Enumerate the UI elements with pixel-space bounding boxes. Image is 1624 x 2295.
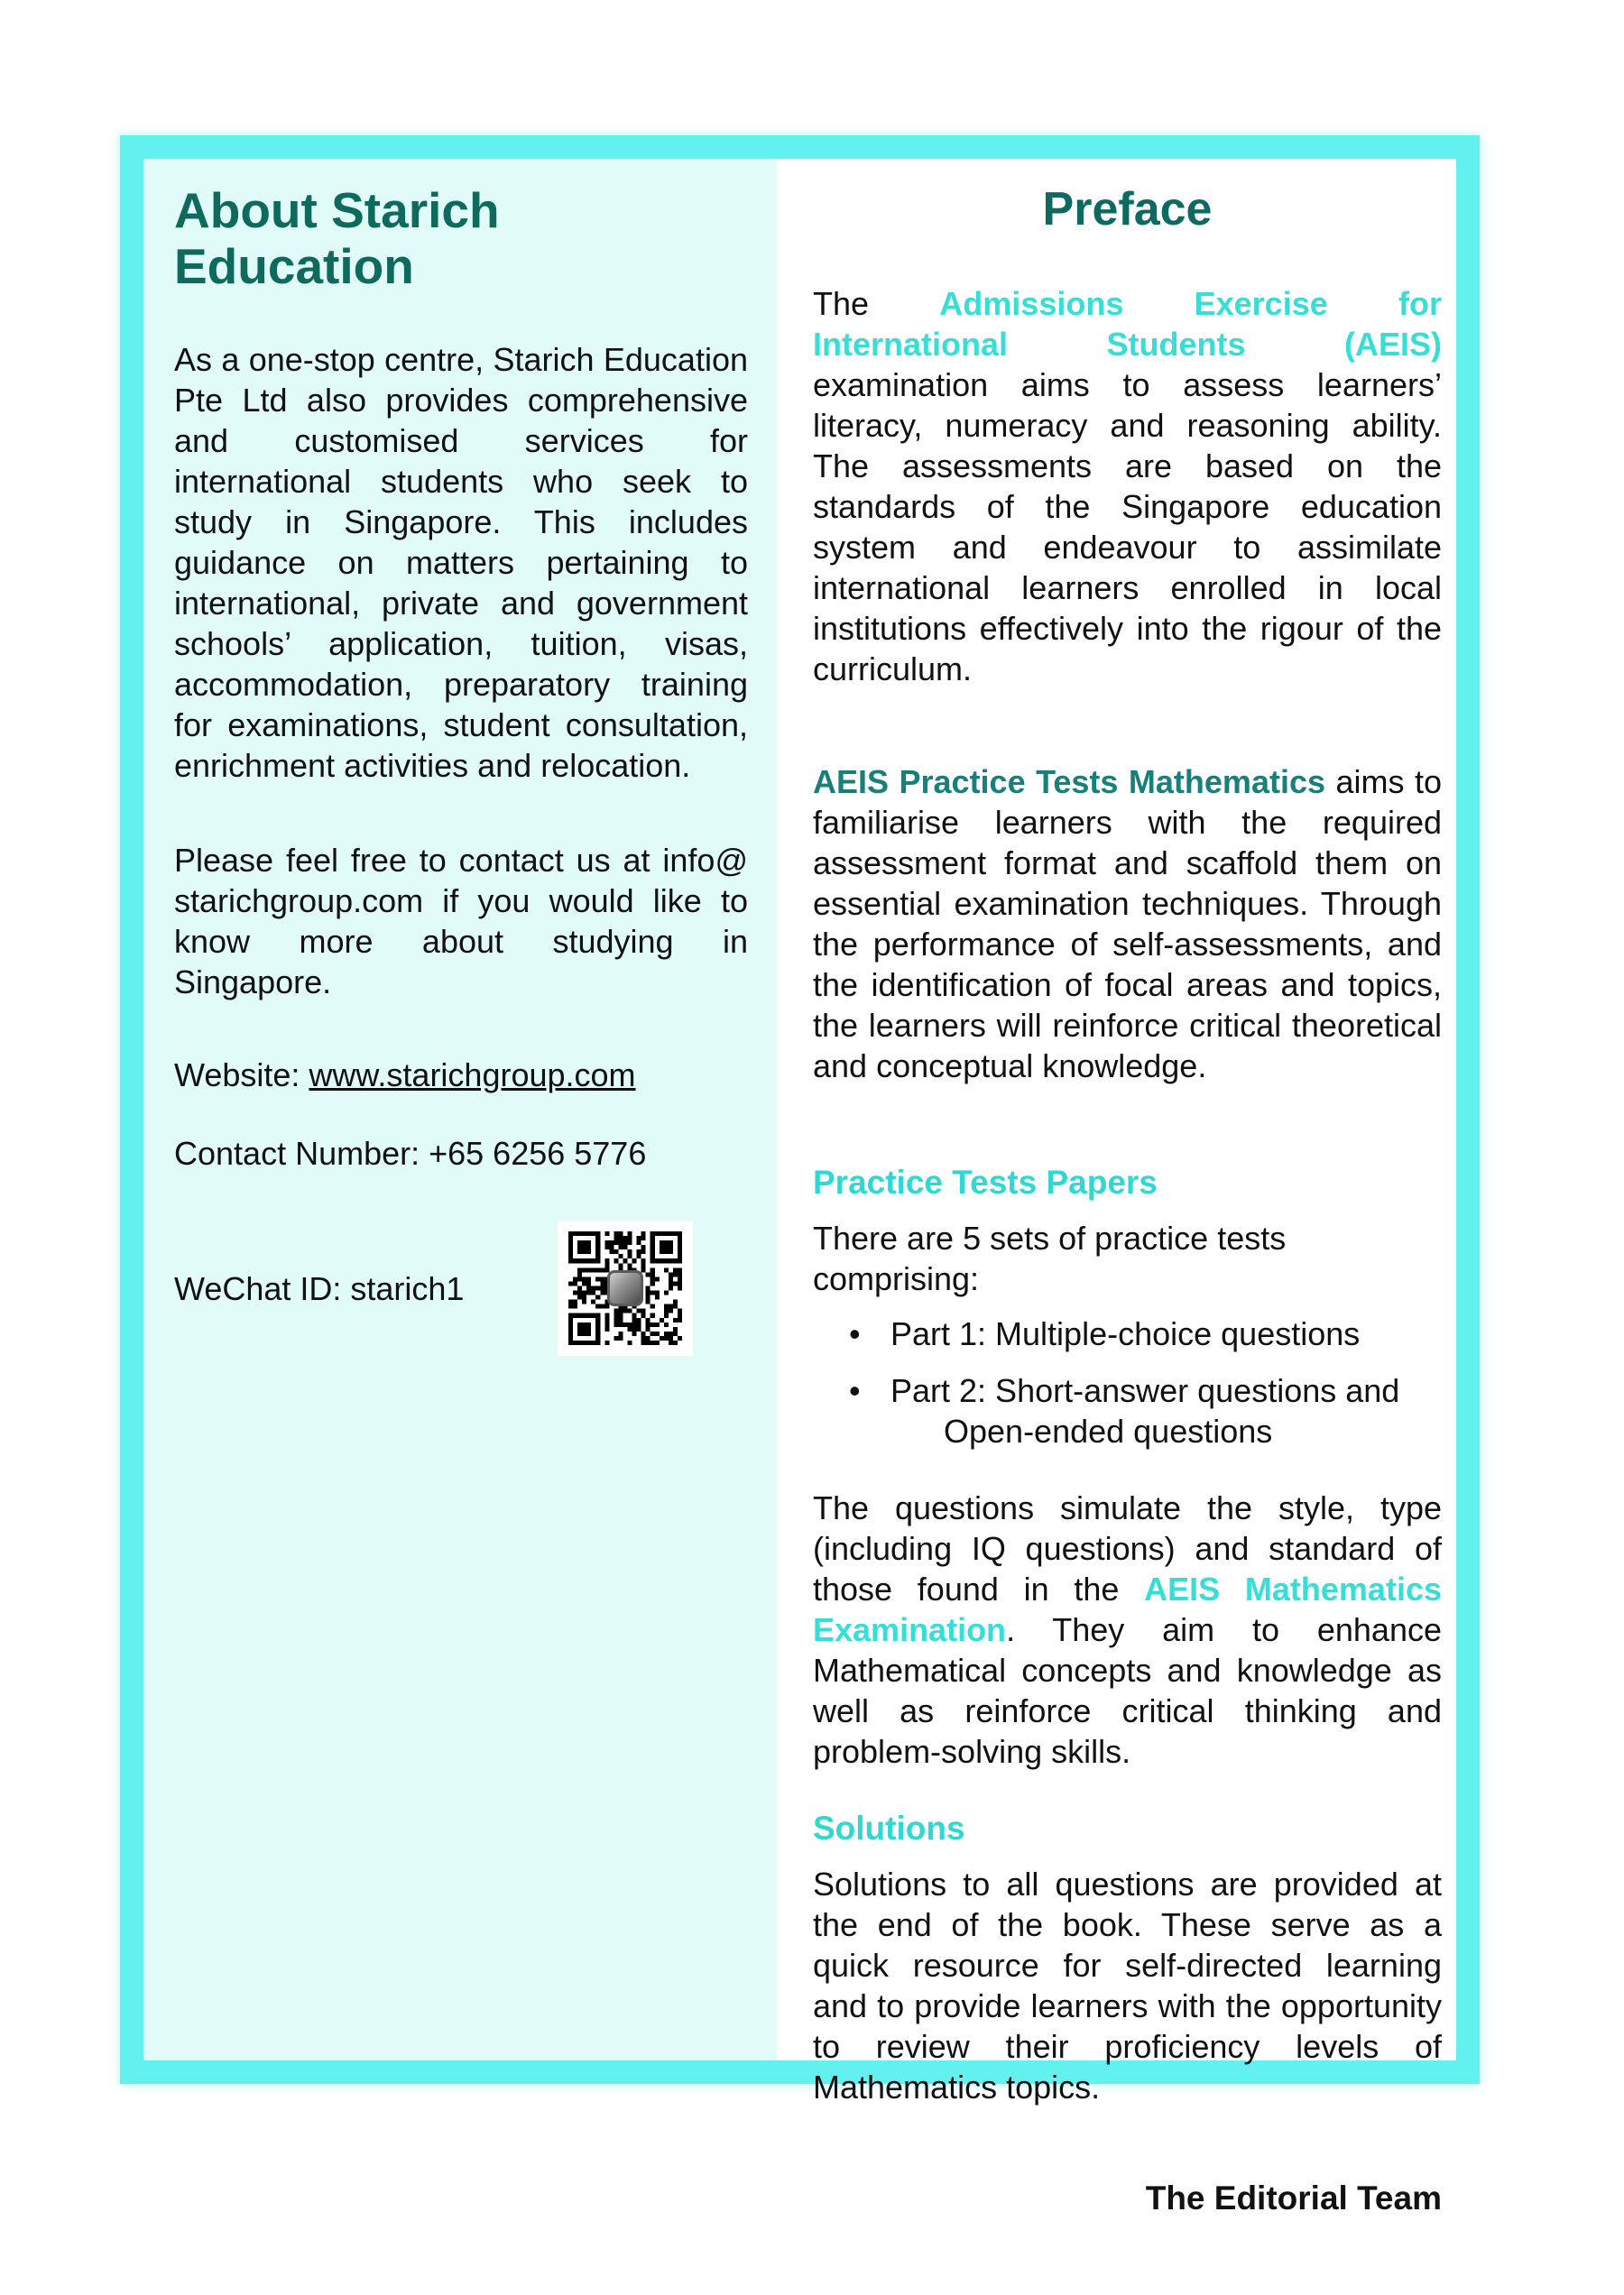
subheading-practice-tests-papers: Practice Tests Papers — [813, 1164, 1158, 1201]
preface-paragraph-1 — [813, 283, 1442, 689]
practice-tests-intro: There are 5 sets of practice tests comprising: — [813, 1220, 1287, 1297]
p1-highlight-aeis-full-name: Admissions Exercise for International Students (AEIS) — [813, 285, 1442, 363]
preface-paragraph-4: Solutions to all questions are provided at the end of the book. These serve as a quick resource for self-directed learning and to provide learners with the opportunity to review their proficiency levels of Mathematics topics. — [813, 1866, 1442, 2106]
preface-paragraph-2 — [813, 761, 1442, 1086]
about-panel — [143, 159, 777, 2060]
about-paragraph-1: As a one-stop centre, Starich Education Pte Ltd also provides comprehensive and customised services for international students who seek to study in Singapore. This includes guidance on matters pertaining to international, private and government schools’ application, tuition, visas, accommodation, preparatory training for examinations, student consultation, enrichment activities and relocation. — [174, 341, 748, 784]
wechat-qr-code — [558, 1221, 693, 1356]
about-paragraph-2-post: starichgroup.com if you would like to know more about studying in Singapore. — [174, 882, 748, 1000]
website-label: Website: — [174, 1056, 309, 1093]
wechat-row — [174, 1221, 748, 1356]
about-paragraph-2 — [174, 840, 748, 1002]
website-link: www.starichgroup.com — [309, 1056, 636, 1093]
p3-post: . They aim to enhance Mathematical concepts and knowledge as well as reinforce critical thinking and problem-solving skills. — [813, 1611, 1442, 1770]
website-line — [174, 1055, 748, 1095]
about-title: About Starich Education — [174, 182, 500, 294]
p2-highlight-book-title: AEIS Practice Tests Mathematics — [813, 763, 1325, 800]
wechat-qr-logo — [607, 1270, 643, 1306]
list-item-part-1: • Part 1: Multiple-choice questions — [813, 1313, 1442, 1354]
preface-title: Preface — [1042, 183, 1213, 235]
p2-post: aims to familiarise learners with the required assessment format and scaffold them on essential examination techniques. Through the performance of self-assessments, and the identification of focal areas and topics, the learners will reinforce critical theoretical and conceptual knowledge. — [813, 763, 1442, 1084]
contact-number-line: Contact Number: +65 6256 5776 — [174, 1135, 647, 1172]
subheading-solutions: Solutions — [813, 1810, 965, 1847]
p1-pre: The — [813, 285, 940, 322]
parts-list — [813, 1313, 1442, 1452]
wechat-id-label: WeChat ID: starich1 — [174, 1269, 465, 1307]
preface-panel — [777, 159, 1456, 2217]
page-frame — [120, 135, 1480, 2217]
editorial-team-signoff: The Editorial Team — [1145, 2180, 1442, 2217]
about-paragraph-2-pre: Please feel free to contact us at info@ — [174, 842, 748, 879]
preface-paragraph-3 — [813, 1488, 1442, 1772]
p3-highlight-exam-name: AEIS Mathematics Examination — [813, 1571, 1442, 1648]
p3-pre: The questions simulate the style, type (including IQ questions) and standard of those found in the — [813, 1489, 1442, 1608]
list-item-part-2: • Part 2: Short-answer questions and Open-ended questions — [813, 1370, 1442, 1452]
p1-post: examination aims to assess learners’ literacy, numeracy and reasoning ability. The assessments are based on the standards of the Singapore education system and endeavour to assimilate international learners enrolled in local institutions effectively into the rigour of the curriculum. — [813, 366, 1442, 687]
